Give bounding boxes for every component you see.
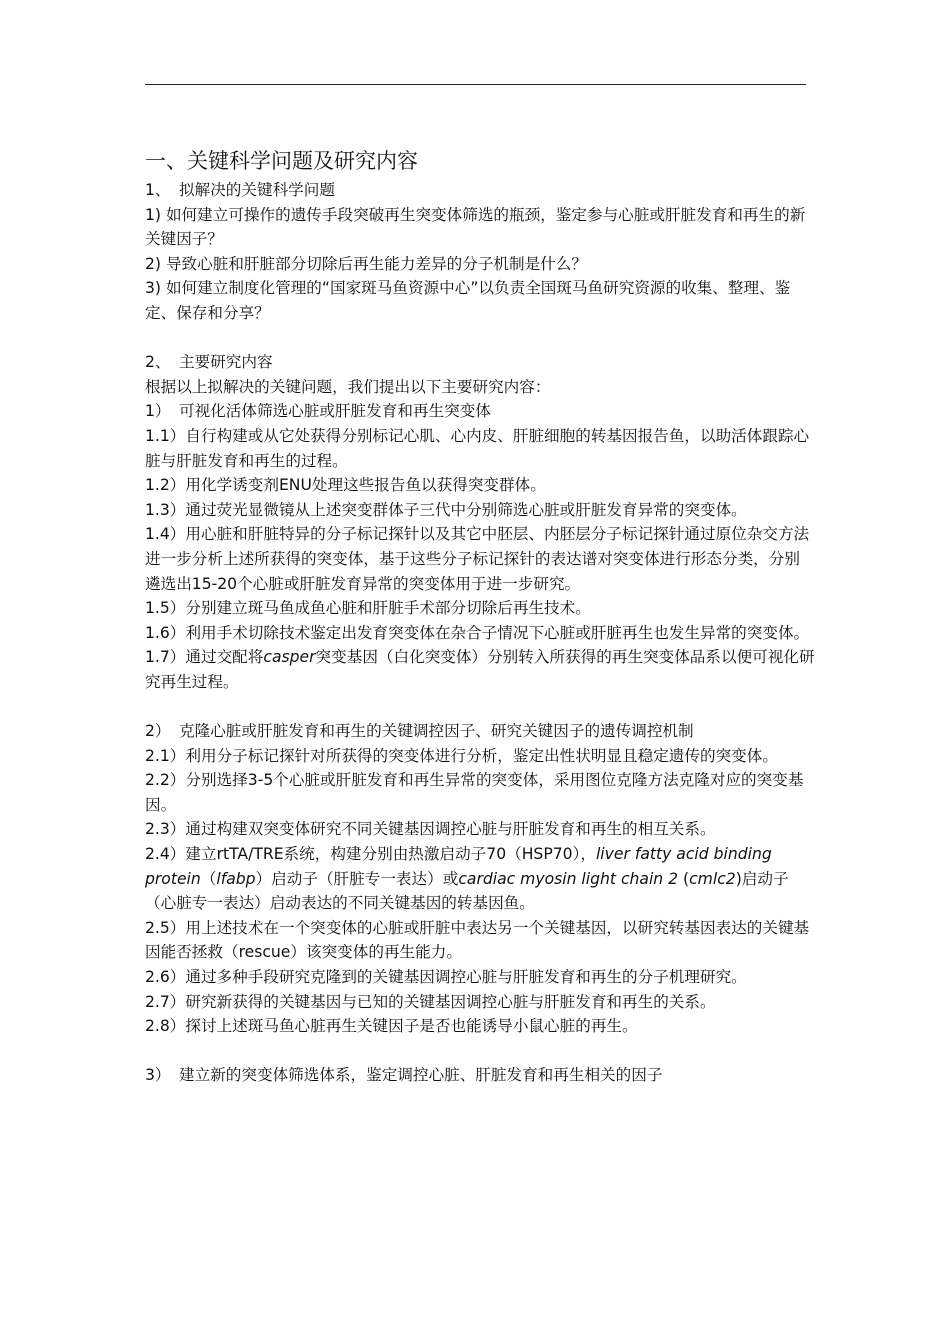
research-item: 2.3）通过构建双突变体研究不同关键基因调控心脏与肝脏发育和再生的相互关系。	[145, 820, 716, 839]
document-body	[145, 146, 815, 1088]
research-item: 2.2）分别选择3-5个心脏或肝脏发育和再生异常的突变体，采用图位克隆方法克隆对应的突变基因。	[145, 771, 804, 814]
research-intro: 根据以上拟解决的关键问题，我们提出以下主要研究内容：	[145, 377, 551, 396]
research-group-heading-1: 1） 可视化活体筛选心脏或肝脏发育和再生突变体	[145, 402, 491, 421]
research-group-heading-3: 3） 建立新的突变体筛选体系，鉴定调控心脏、肝脏发育和再生相关的因子	[145, 1066, 663, 1085]
question-item: 2) 导致心脏和肝脏部分切除后再生能力差异的分子机制是什么？	[145, 254, 587, 273]
spacer	[145, 1039, 815, 1064]
question-item: 1) 如何建立可操作的遗传手段突破再生突变体筛选的瓶颈，鉴定参与心脏或肝脏发育和再生的新关键因子？	[145, 205, 806, 249]
spacer	[145, 694, 815, 719]
subsection-heading-1: 1、 拟解决的关键科学问题	[145, 181, 335, 199]
research-group-heading-2: 2） 克隆心脏或肝脏发育和再生的关键调控因子、研究关键因子的遗传调控机制	[145, 722, 694, 741]
research-item: 1.5）分别建立斑马鱼成鱼心脏和肝脏手术部分切除后再生技术。	[145, 599, 591, 618]
research-item: 1.3）通过荧光显微镜从上述突变群体子三代中分别筛选心脏或肝脏发育异常的突变体。	[145, 500, 747, 519]
question-item: 3) 如何建立制度化管理的“国家斑马鱼资源中心”以负责全国斑马鱼研究资源的收集、整理、鉴定、保存和分享？	[145, 279, 791, 322]
research-item: 1.4）用心脏和肝脏特异的分子标记探针以及其它中胚层、内胚层分子标记探针通过原位杂交方法进一步分析上述所获得的突变体，基于这些分子标记探针的表达谱对突变体进行形态分类，分别遴选出15-20个心脏或肝脏发育异常的突变体用于进一步研究。	[145, 525, 810, 593]
research-item: 2.4）建立rtTA/TRE系统，构建分别由热激启动子70（HSP70），liver fatty acid binding protein（lfabp）启动子（肝脏专一表达）或cardiac myosin light chain 2 (cmlc2)启动子（心脏专一表达）启动表达的不同关键基因的转基因鱼。	[145, 845, 789, 913]
subsection-heading-2: 2、 主要研究内容	[145, 353, 273, 372]
research-item: 1.6）利用手术切除技术鉴定出发育突变体在杂合子情况下心脏或肝脏再生也发生异常的突变体。	[145, 623, 810, 642]
section-title: 一、关键科学问题及研究内容	[145, 149, 418, 173]
research-item: 2.6）通过多种手段研究克隆到的关键基因调控心脏与肝脏发育和再生的分子机理研究。	[145, 968, 747, 986]
header-rule	[145, 84, 806, 85]
research-item: 1.2）用化学诱变剂ENU处理这些报告鱼以获得突变群体。	[145, 476, 546, 495]
spacer	[145, 326, 815, 351]
research-item: 1.1）自行构建或从它处获得分别标记心肌、心内皮、肝脏细胞的转基因报告鱼，以助活体跟踪心脏与肝脏发育和再生的过程。	[145, 426, 810, 470]
research-item: 2.5）用上述技术在一个突变体的心脏或肝脏中表达另一个关键基因，以研究转基因表达的关键基因能否拯救（rescue）该突变体的再生能力。	[145, 918, 810, 962]
research-item: 2.1）利用分子标记探针对所获得的突变体进行分析，鉴定出性状明显且稳定遗传的突变体。	[145, 746, 778, 765]
research-item: 2.8）探讨上述斑马鱼心脏再生关键因子是否也能诱导小鼠心脏的再生。	[145, 1017, 638, 1036]
research-item: 1.7）通过交配将casper突变基因（白化突变体）分别转入所获得的再生突变体品系以便可视化研究再生过程。	[145, 648, 815, 691]
research-item: 2.7）研究新获得的关键基因与已知的关键基因调控心脏与肝脏发育和再生的关系。	[145, 992, 716, 1011]
